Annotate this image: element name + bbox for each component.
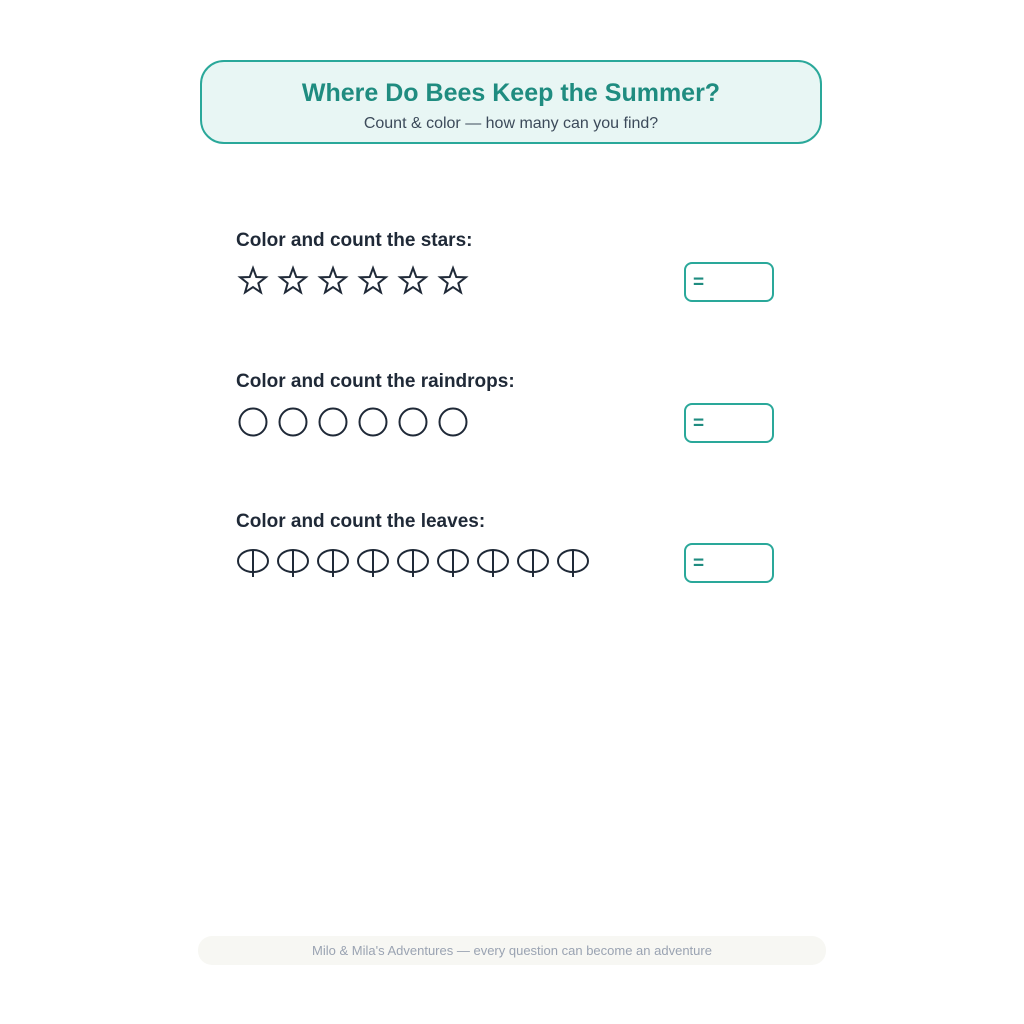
equals-sign: = (693, 413, 705, 434)
task-label: Color and count the leaves: (236, 511, 486, 532)
circle-icon[interactable] (356, 405, 390, 439)
equals-sign: = (693, 272, 705, 293)
leaf-icon[interactable] (276, 545, 310, 579)
task-label: Color and count the stars: (236, 230, 473, 251)
star-icon[interactable] (316, 264, 350, 298)
leaf-icon[interactable] (236, 545, 270, 579)
circle-icon[interactable] (236, 405, 270, 439)
page-subtitle: Count & color — how many can you find? (363, 115, 659, 132)
task-raindrops (236, 371, 796, 434)
leaf-icon[interactable] (356, 545, 390, 579)
circle-icon[interactable] (396, 405, 430, 439)
task-leaves (236, 511, 796, 574)
answer-box[interactable] (684, 262, 774, 302)
circle-icon[interactable] (436, 405, 470, 439)
circle-icon[interactable] (316, 405, 350, 439)
leaf-icon[interactable] (396, 545, 430, 579)
task-stars (236, 230, 796, 293)
star-icon[interactable] (436, 264, 470, 298)
star-icon[interactable] (356, 264, 390, 298)
page-title: Where Do Bees Keep the Summer? (301, 79, 721, 107)
title-banner (200, 60, 822, 144)
circle-icon[interactable] (276, 405, 310, 439)
equals-sign: = (693, 553, 705, 574)
star-icon[interactable] (276, 264, 310, 298)
leaf-icon[interactable] (436, 545, 470, 579)
leaf-icon[interactable] (556, 545, 590, 579)
leaf-icon[interactable] (516, 545, 550, 579)
leaf-icon[interactable] (316, 545, 350, 579)
answer-box[interactable] (684, 403, 774, 443)
answer-box[interactable] (684, 543, 774, 583)
leaf-icon[interactable] (476, 545, 510, 579)
footer-note: Milo & Mila's Adventures — every question can become an adventure (198, 936, 826, 965)
task-label: Color and count the raindrops: (236, 371, 515, 392)
star-icon[interactable] (396, 264, 430, 298)
star-icon[interactable] (236, 264, 270, 298)
